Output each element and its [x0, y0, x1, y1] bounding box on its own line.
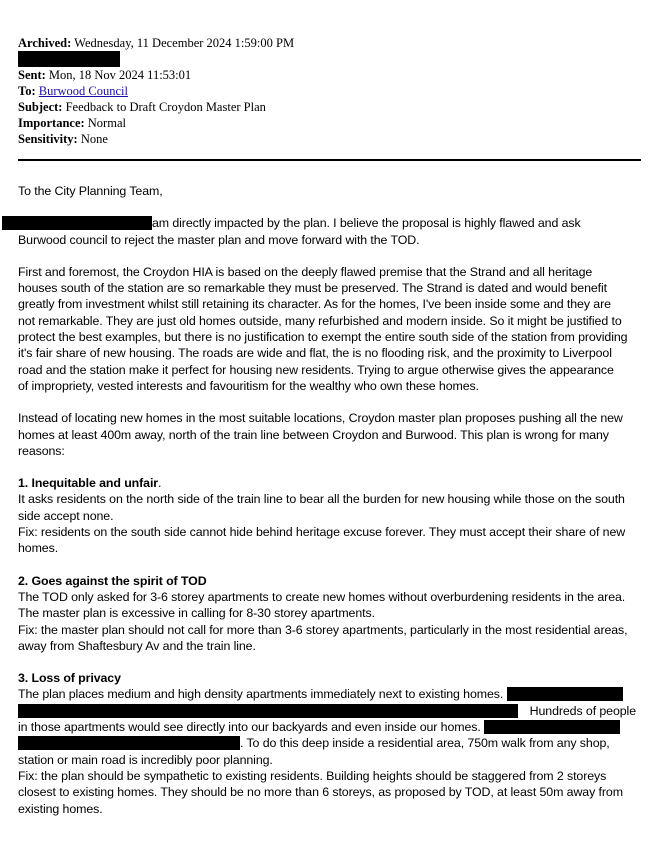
paragraph-line: in those apartments would see directly into our backyards and even inside our homes.	[18, 719, 643, 735]
section-heading: 2. Goes against the spirit of TOD	[18, 573, 207, 588]
paragraph-line: protect the best examples, but there is no justification to exempt the entire south side of the station from providing	[18, 330, 628, 345]
to-row	[18, 83, 643, 99]
paragraph-line: side accept none.	[18, 508, 114, 523]
paragraph-line: station or main road is incredibly poor planning.	[18, 752, 273, 767]
redacted-from-row	[18, 51, 643, 67]
subject-row	[18, 99, 643, 115]
importance-value: Normal	[87, 116, 126, 130]
section-heading: 3. Loss of privacy	[18, 671, 121, 686]
importance-label: Importance:	[18, 116, 85, 130]
greeting: To the City Planning Team,	[18, 184, 163, 198]
importance-row	[18, 115, 643, 131]
paragraph-line: Hundreds of people	[18, 703, 643, 719]
paragraph-line: existing homes.	[18, 801, 103, 816]
paragraph-line: It asks residents on the north side of the train line to bear all the burden for new housing while those on the south	[18, 492, 625, 507]
email-header	[18, 35, 643, 147]
subject-value: Feedback to Draft Croydon Master Plan	[65, 100, 266, 114]
paragraph-line: reasons:	[18, 443, 65, 458]
paragraph-line: . To do this deep inside a residential area, 750m walk from any shop,	[18, 735, 643, 751]
sensitivity-label: Sensitivity:	[18, 132, 78, 146]
archived-row	[18, 35, 643, 51]
paragraph-line: away from Shaftesbury Av and the train line.	[18, 638, 256, 653]
header-divider	[18, 159, 641, 161]
paragraph-line: Instead of locating new homes in the most suitable locations, Croydon master plan proposes pushing all the new	[18, 411, 623, 426]
sent-value: Mon, 18 Nov 2024 11:53:01	[48, 68, 192, 82]
paragraph-line: The plan places medium and high density apartments immediately next to existing homes.	[18, 686, 643, 702]
paragraph-line: First and foremost, the Croydon HIA is based on the deeply flawed premise that the Strand and all heritage	[18, 264, 593, 279]
to-recipient-link[interactable]: Burwood Council	[38, 84, 128, 98]
redaction-block	[18, 704, 518, 718]
email-body	[18, 183, 643, 817]
archived-value: Wednesday, 11 December 2024 1:59:00 PM	[74, 36, 295, 50]
to-label: To:	[18, 84, 36, 98]
paragraph-line: greatly from investment whilst still retaining its character. As for the homes, I've been inside some and they are	[18, 297, 611, 312]
paragraph-line: homes at least 400m away, north of the train line between Croydon and Burwood. This plan is wrong for many	[18, 427, 609, 442]
paragraph-line: Fix: residents on the south side cannot hide behind heritage excuse forever. They must accept their share of new	[18, 525, 626, 540]
redaction-block	[18, 51, 120, 67]
sent-row	[18, 67, 643, 83]
paragraph-line: The master plan is excessive in calling for 8-30 storey apartments.	[18, 606, 375, 621]
paragraph-line: Fix: the plan should be sympathetic to existing residents. Building heights should be staggered from 2 storeys	[18, 768, 607, 783]
sent-label: Sent:	[18, 68, 46, 82]
sensitivity-value: None	[80, 132, 108, 146]
paragraph-line: homes.	[18, 541, 59, 556]
redaction-block	[484, 720, 620, 734]
intro-line: am directly impacted by the plan. I believe the proposal is highly flawed and ask	[2, 215, 643, 231]
paragraph-line: The TOD only asked for 3-6 storey apartments to create new homes without overburdening residents in the area.	[18, 589, 626, 604]
redaction-block	[2, 216, 152, 230]
paragraph-line: Fix: the master plan should not call for more than 3-6 storey apartments, particularly in the most residential areas,	[18, 622, 628, 637]
archived-label: Archived:	[18, 36, 72, 50]
sensitivity-row	[18, 131, 643, 147]
redaction-block	[18, 736, 240, 750]
section-heading: 1. Inequitable and unfair.	[18, 476, 162, 491]
paragraph-line: it's fair share of new housing. The roads are wide and flat, the is no flooding risk, and the proximity to Liverpool	[18, 346, 612, 361]
paragraph-line: of impropriety, vested interests and favouritism for the wealthy who own these homes.	[18, 378, 479, 393]
paragraph-line: not remarkable. They are just old homes outside, many refurbished and modern inside. So it might be justified to	[18, 313, 622, 328]
paragraph-line: houses south of the station are so remarkable they must be preserved. The Strand is dated and would benefit	[18, 281, 608, 296]
paragraph-line: road and the station make it perfect for housing new residents. Trying to argue otherwise gives the appearance	[18, 362, 614, 377]
subject-label: Subject:	[18, 100, 63, 114]
intro-line: Burwood council to reject the master plan and move forward with the TOD.	[18, 232, 420, 247]
redaction-block	[507, 687, 623, 701]
paragraph-line: closest to existing homes. They should be no more than 6 storeys, as proposed by TOD, at least 50m away from	[18, 785, 623, 800]
